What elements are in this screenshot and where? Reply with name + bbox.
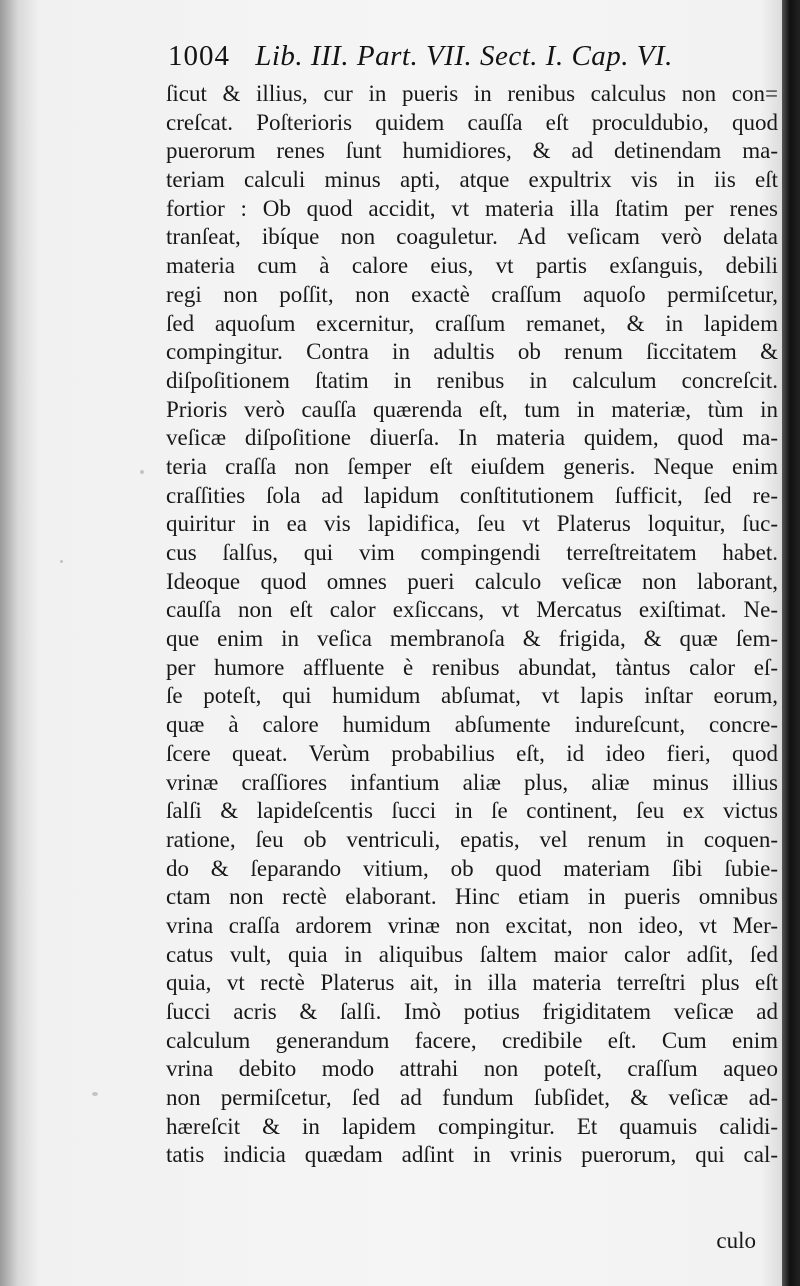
text-line: quia, vt rectè Platerus ait, in illa materia terreſtri plus eſt: [166, 970, 778, 996]
text-line: vrina craſſa ardorem vrinæ non excitat, non ideo, vt Mer-: [166, 912, 778, 938]
page-edge-shadow: [782, 0, 800, 1286]
ink-spot: [140, 470, 144, 474]
text-line: Prioris verò cauſſa quærenda eſt, tum in materiæ, tùm in: [166, 396, 778, 422]
body-text: [166, 80, 778, 1170]
text-line: catus vult, quia in aliquibus ſaltem maior calor adſit, ſed: [166, 941, 778, 967]
text-line: ſicut & illius, cur in pueris in renibus calculus non con=: [166, 81, 778, 106]
ink-spot: [60, 560, 63, 563]
text-line: ratione, ſeu ob ventriculi, epatis, vel renum in coquen-: [166, 826, 778, 852]
text-line: diſpoſitionem ſtatim in renibus in calculum concreſcit.: [166, 367, 778, 393]
text-line: ſucci acris & ſalſi. Imò potius frigiditatem veſicæ ad: [166, 999, 778, 1024]
text-line: quiritur in ea vis lapidifica, ſeu vt Platerus loquitur, ſuc-: [166, 511, 778, 537]
text-line: veſicæ diſpoſitione diuerſa. In materia quidem, quod ma-: [166, 425, 778, 451]
text-line: craſſities ſola ad lapidum conſtitutionem ſufficit, ſed re-: [166, 482, 778, 508]
text-line: teria craſſa non ſemper eſt eiuſdem generis. Neque enim: [166, 453, 778, 479]
text-line: cauſſa non eſt calor exſiccans, vt Mercatus exiſtimat. Ne-: [166, 597, 778, 623]
text-line: ſcere queat. Verùm probabilius eſt, id ideo fieri, quod: [166, 740, 778, 766]
text-line: per humore affluente è renibus abundat, tàntus calor eſ-: [166, 654, 778, 680]
text-line: ctam non rectè elaborant. Hinc etiam in pueris omnibus: [166, 884, 778, 910]
text-line: quæ à calore humidum abſumente indureſcunt, concre-: [166, 712, 778, 738]
text-line: cus ſalſus, qui vim compingendi terreſtreitatem habet.: [166, 540, 778, 565]
text-line: calculum generandum facere, credibile eſt. Cum enim: [166, 1027, 778, 1053]
text-line: teriam calculi minus apti, atque expultrix vis in iis eſt: [166, 167, 778, 193]
text-line: ſe poteſt, qui humidum abſumat, vt lapis inſtar eorum,: [166, 683, 778, 709]
page-header: [168, 40, 768, 80]
text-line: tranſeat, ibíque non coaguletur. Ad veſicam verò delata: [166, 224, 778, 250]
text-line: non permiſcetur, ſed ad fundum ſubſidet, & veſicæ ad-: [166, 1085, 778, 1111]
text-line: vrina debito modo attrahi non poteſt, craſſum aqueo: [166, 1056, 778, 1082]
text-line: regi non poſſit, non exactè craſſum aquoſo permiſcetur,: [166, 281, 778, 307]
text-line: que enim in veſica membranoſa & frigida, & quæ ſem-: [166, 626, 778, 652]
catchword: culo: [716, 1228, 756, 1253]
text-line: ſed aquoſum excernitur, craſſum remanet, & in lapidem: [166, 310, 778, 336]
text-line: Ideoque quod omnes pueri calculo veſicæ non laborant,: [166, 568, 778, 594]
text-line: materia cum à calore eius, vt partis exſanguis, debili: [166, 253, 778, 279]
text-line: tatis indicia quædam adſint in vrinis puerorum, qui cal-: [166, 1142, 778, 1168]
page-number: 1004: [168, 40, 230, 72]
text-line: creſcat. Poſterioris quidem cauſſa eſt proculdubio, quod: [166, 109, 778, 135]
running-title: Lib. III. Part. VII. Sect. I. Cap. VI.: [255, 40, 673, 72]
text-line: vrinæ craſſiores infantium aliæ plus, aliæ minus illius: [166, 769, 778, 795]
text-line: fortior : Ob quod accidit, vt materia illa ſtatim per renes: [166, 195, 778, 221]
ink-spot: [92, 1092, 98, 1096]
text-line: compingitur. Contra in adultis ob renum ſiccitatem &: [166, 339, 778, 365]
text-line: hæreſcit & in lapidem compingitur. Et quamuis calidi-: [166, 1113, 778, 1139]
text-line: puerorum renes ſunt humidiores, & ad detinendam ma-: [166, 138, 778, 164]
text-line: ſalſi & lapideſcentis ſucci in ſe continent, ſeu ex victus: [166, 798, 778, 824]
text-line: do & ſeparando vitium, ob quod materiam ſibi ſubie-: [166, 855, 778, 881]
